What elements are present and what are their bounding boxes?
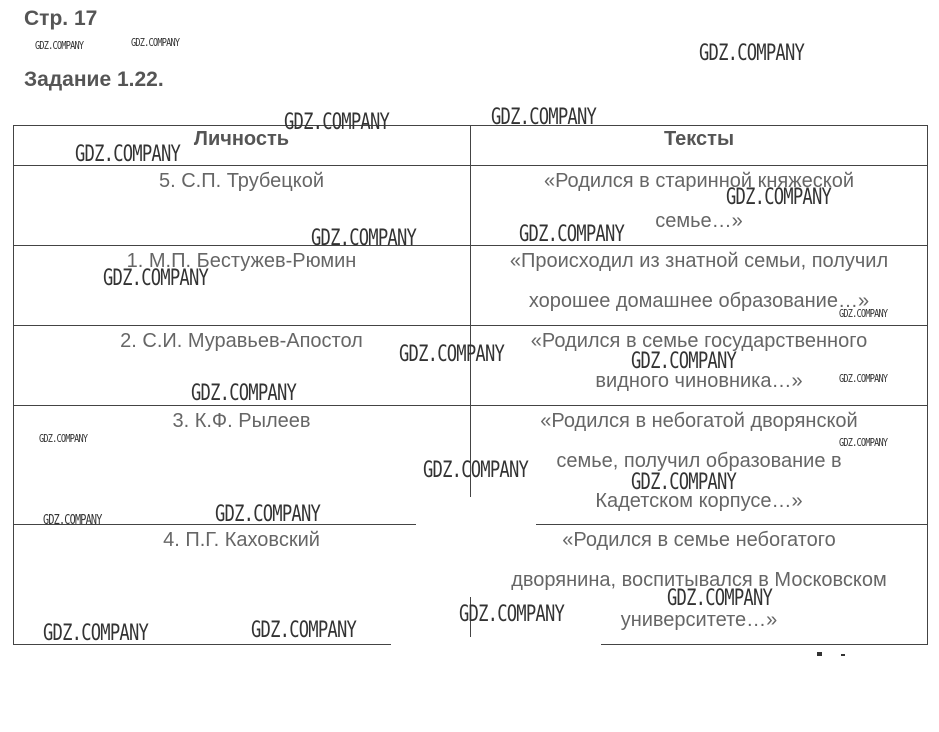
watermark: GDZ.COMPANY xyxy=(103,266,209,291)
person-cell: 4. П.Г. Каховский xyxy=(163,529,320,551)
person-cell: 1. М.П. Бестужев-Рюмин xyxy=(126,250,357,272)
watermark: GDZ.COMPANY xyxy=(699,41,805,66)
watermark: GDZ.COMPANY xyxy=(631,349,737,374)
speck xyxy=(841,654,845,656)
person-cell: 2. С.И. Муравьев-Апостол xyxy=(120,330,363,352)
watermark: GDZ.COMPANY xyxy=(399,342,505,367)
watermark: GDZ.COMPANY xyxy=(35,39,84,52)
speck xyxy=(817,652,822,656)
scan-gap xyxy=(463,497,477,597)
watermark: GDZ.COMPANY xyxy=(75,142,181,167)
column-header-person: Личность xyxy=(193,128,290,150)
watermark: GDZ.COMPANY xyxy=(284,110,390,135)
watermark: GDZ.COMPANY xyxy=(131,36,180,49)
text-cell xyxy=(470,401,928,521)
page-number: Стр. 17 xyxy=(24,7,98,30)
watermark: GDZ.COMPANY xyxy=(631,470,737,495)
watermark: GDZ.COMPANY xyxy=(43,513,102,528)
text-line: «Родился в небогатой дворянской xyxy=(540,410,858,432)
watermark: GDZ.COMPANY xyxy=(491,105,597,130)
text-line: хорошее домашнее образование…» xyxy=(528,290,870,312)
watermark: GDZ.COMPANY xyxy=(215,502,321,527)
text-line: дворянина, воспитывался в Московском xyxy=(511,569,887,591)
watermark: GDZ.COMPANY xyxy=(39,432,88,445)
scan-gap xyxy=(391,637,601,649)
watermark: GDZ.COMPANY xyxy=(459,602,565,627)
text-line: видного чиновника…» xyxy=(595,370,803,392)
text-line: «Родился в семье государственного xyxy=(530,330,868,352)
watermark: GDZ.COMPANY xyxy=(839,436,888,449)
text-line: университете…» xyxy=(620,609,778,631)
text-line: «Родился в семье небогатого xyxy=(562,529,836,551)
text-line: Кадетском корпусе…» xyxy=(595,490,803,512)
watermark: GDZ.COMPANY xyxy=(251,618,357,643)
watermark: GDZ.COMPANY xyxy=(311,226,417,251)
watermark: GDZ.COMPANY xyxy=(519,222,625,247)
column-header-texts: Тексты xyxy=(663,128,735,150)
person-cell: 5. С.П. Трубецкой xyxy=(158,170,325,192)
watermark: GDZ.COMPANY xyxy=(726,185,832,210)
text-line: «Родился в старинной княжеской xyxy=(543,170,855,192)
watermark: GDZ.COMPANY xyxy=(43,621,149,646)
watermark: GDZ.COMPANY xyxy=(839,372,888,385)
watermark: GDZ.COMPANY xyxy=(839,307,888,320)
person-cell: 3. К.Ф. Рылеев xyxy=(172,410,311,432)
task-title: Задание 1.22. xyxy=(24,68,164,91)
watermark: GDZ.COMPANY xyxy=(191,381,297,406)
text-line: семье…» xyxy=(655,210,743,232)
watermark: GDZ.COMPANY xyxy=(667,586,773,611)
watermark: GDZ.COMPANY xyxy=(423,458,529,483)
text-line: «Происходил из знатной семьи, получил xyxy=(509,250,889,272)
text-line: семье, получил образование в xyxy=(556,450,842,472)
